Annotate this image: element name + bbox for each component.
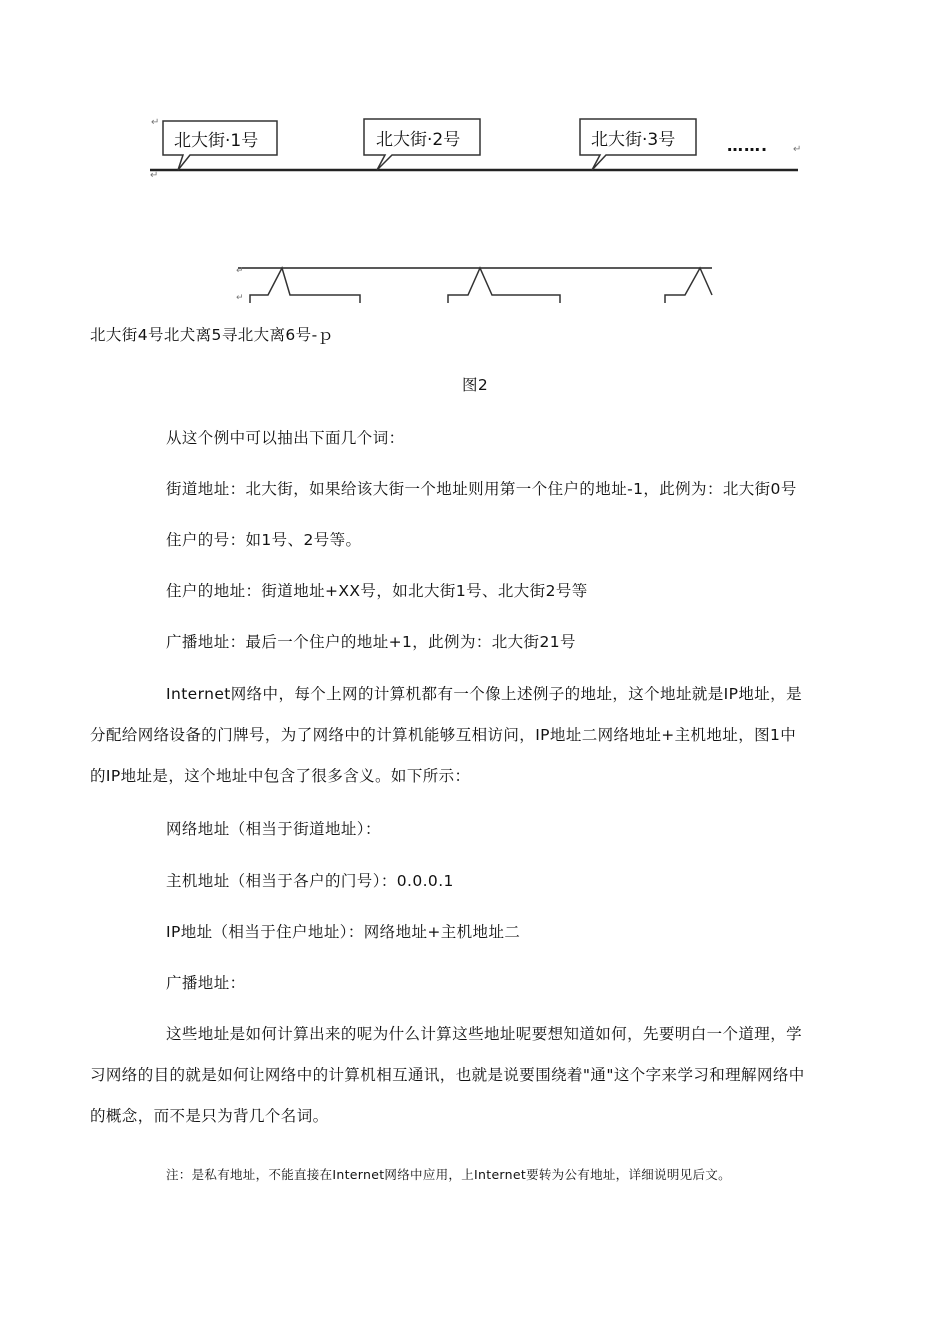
bubble-label-1: 北大街·1号 — [174, 131, 259, 151]
paragraph-why-line-3: 的概念，而不是只为背几个名词。 — [90, 1107, 329, 1125]
paragraph-why-line-1: 这些地址是如何计算出来的呢为什么计算这些地址呢要想知道如何，先要明白一个道理，学 — [166, 1025, 803, 1043]
svg-text:↵: ↵ — [236, 266, 244, 276]
bottom-figure-caption: 北大街4号北犬离5寻北大离6号-ｐ — [90, 326, 334, 344]
paragraph-house-address: 住户的地址：街道地址+XX号，如北大街1号、北大街2号等 — [166, 582, 588, 600]
svg-text:↵: ↵ — [151, 117, 160, 128]
figure-label: 图2 — [462, 376, 489, 394]
svg-text:↵: ↵ — [793, 144, 802, 155]
paragraph-house-number: 住户的号：如1号、2号等。 — [166, 531, 362, 549]
paragraph-internet-line-2: 分配给网络设备的门牌号，为了网络中的计算机能够互相访问，IP地址二网络地址+主机地址，图1中 — [90, 726, 797, 744]
paragraph-intro: 从这个例中可以抽出下面几个词： — [166, 429, 405, 447]
paragraph-internet-line-1: Internet网络中，每个上网的计算机都有一个像上述例子的地址，这个地址就是IP地址，是 — [166, 685, 802, 703]
paragraph-ip-address: IP地址（相当于住户地址）：网络地址+主机地址二 — [166, 923, 521, 941]
paragraph-street-address: 街道地址：北大街，如果给该大街一个地址则用第一个住户的地址-1，此例为：北大街0号 — [166, 480, 797, 498]
paragraph-broadcast-address: 广播地址：最后一个住户的地址+1，此例为：北大街21号 — [166, 633, 576, 651]
bubble-label-3: 北大街·3号 — [591, 130, 676, 150]
street-figure-top — [0, 0, 950, 200]
footnote: 注：是私有地址，不能直接在Internet网络中应用，上Internet要转为公有地址，详细说明见后文。 — [166, 1167, 731, 1182]
paragraph-network-address: 网络地址（相当于街道地址）： — [166, 820, 381, 838]
paragraph-host-address: 主机地址（相当于各户的门号）：0.0.0.1 — [166, 872, 454, 890]
paragraph-broadcast-label: 广播地址： — [166, 974, 246, 992]
svg-text:↵: ↵ — [236, 293, 244, 303]
paragraph-internet-line-3: 的IP地址是，这个地址中包含了很多含义。如下所示： — [90, 767, 471, 785]
ellipsis: ……. — [727, 136, 769, 155]
paragraph-why-line-2: 习网络的目的就是如何让网络中的计算机相互通讯，也就是说要围绕着"通"这个字来学习和理解网络中 — [90, 1066, 805, 1084]
svg-text:↵: ↵ — [150, 170, 159, 181]
bubble-label-2: 北大街·2号 — [376, 130, 461, 150]
street-figure-bottom — [0, 255, 950, 305]
